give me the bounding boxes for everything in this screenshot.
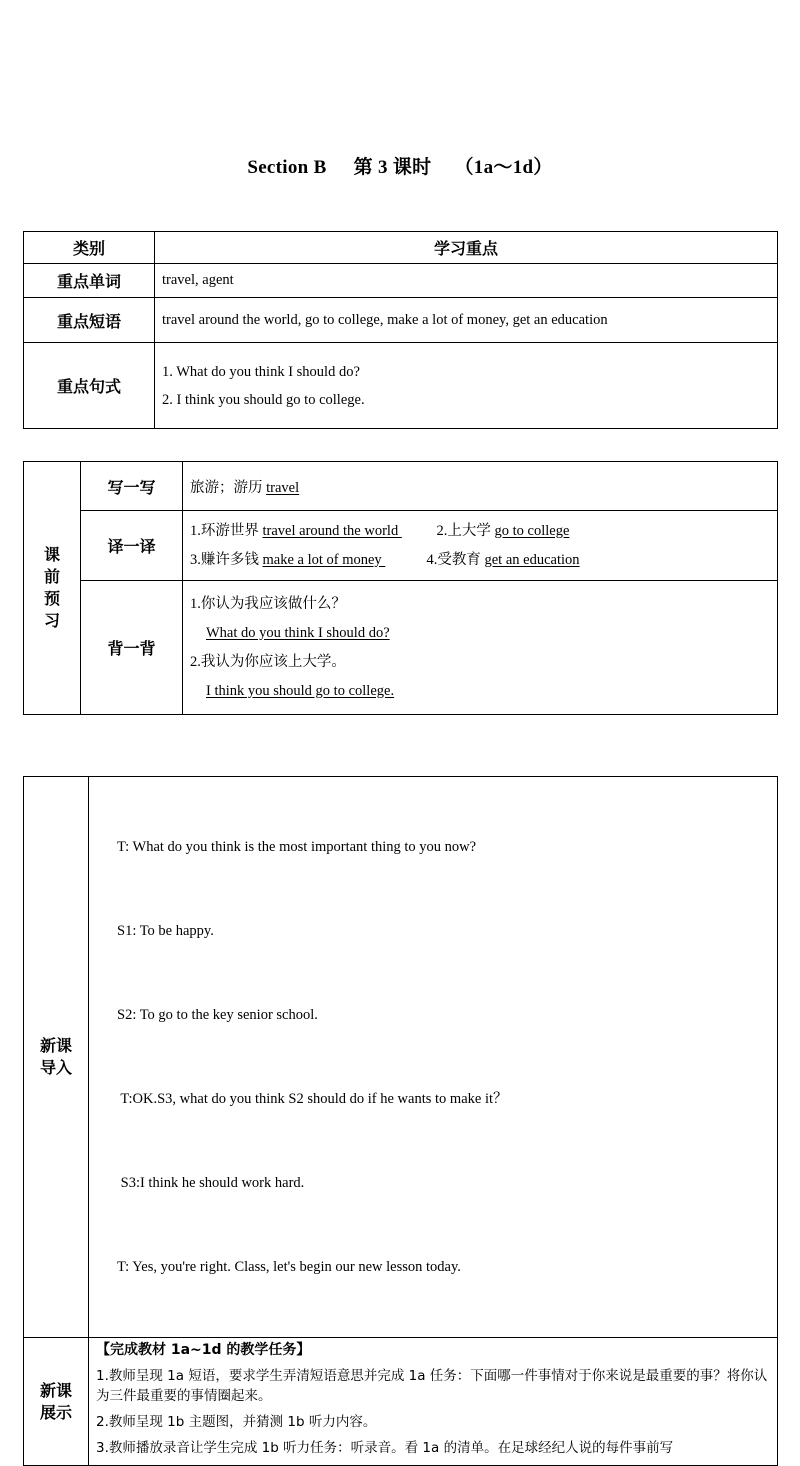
translate-label: 译一译	[81, 511, 183, 581]
page-title	[0, 152, 800, 179]
key-words-label: 重点单词	[24, 264, 155, 298]
translate-answer-3: make a lot of money	[262, 551, 386, 568]
lesson-show-content	[89, 1338, 778, 1466]
recite-label: 背一背	[81, 581, 183, 715]
key-sentences-label: 重点句式	[24, 343, 155, 429]
translate-answer-1: travel around the world	[262, 522, 402, 539]
key-words-content: travel, agent	[155, 264, 778, 298]
lesson-intro-row	[24, 777, 778, 1338]
dialogue-line-4: T:OK.S3, what do you think S2 should do if he wants to make it？	[117, 1091, 508, 1107]
key-words-row	[24, 264, 778, 298]
recite-content	[183, 581, 778, 715]
lesson-show-item-2: 2.教师呈现 1b 主题图，并猜测 1b 听力内容。	[96, 1414, 377, 1430]
title-lesson: 第 3 课时	[353, 157, 432, 178]
lesson-table	[23, 776, 778, 1466]
preview-write-row	[24, 462, 778, 511]
dialogue-line-6: T: Yes, you're right. Class, let's begin our new lesson today.	[117, 1259, 461, 1275]
key-points-header-row	[24, 232, 778, 264]
header-focus: 学习重点	[155, 232, 778, 264]
dialogue-line-3: S2: To go to the key senior school.	[117, 1007, 318, 1023]
preview-translate-row	[24, 511, 778, 581]
translate-prompt-4: 4.受教育	[426, 551, 485, 568]
lesson-show-heading: 【完成教材 1a~1d 的教学任务】	[96, 1342, 311, 1358]
recite-prompt-1: 1.你认为我应该做什么？	[190, 595, 346, 612]
key-sentence-2: 2. I think you should go to college.	[162, 391, 365, 408]
key-sentences-row	[24, 343, 778, 429]
translate-prompt-3: 3.赚许多钱	[190, 551, 263, 568]
lesson-show-label: 新课 展示	[24, 1338, 89, 1466]
title-section: Section B	[247, 157, 327, 178]
dialogue-line-1: T: What do you think is the most important thing to you now?	[117, 839, 477, 855]
write-content	[183, 462, 778, 511]
lesson-show-row	[24, 1338, 778, 1466]
preview-recite-row	[24, 581, 778, 715]
key-sentences-content	[155, 343, 778, 429]
lesson-intro-dialogue	[89, 777, 778, 1338]
lesson-show-item-3: 3.教师播放录音让学生完成 1b 听力任务：听录音。看 1a 的清单。在足球经纪人说的每件事前写	[96, 1440, 674, 1456]
translate-answer-2: go to college	[494, 522, 570, 539]
key-phrases-label: 重点短语	[24, 298, 155, 343]
translate-content	[183, 511, 778, 581]
preview-side-label: 课前预习	[24, 462, 81, 715]
dialogue-line-2: S1: To be happy.	[117, 923, 214, 939]
key-points-table	[23, 231, 778, 429]
key-phrases-content: travel around the world, go to college, make a lot of money, get an education	[155, 298, 778, 343]
lesson-show-item-1: 1.教师呈现 1a 短语，要求学生弄清短语意思并完成 1a 任务：下面哪一件事情对于你来说是最重要的事？将你认为三件最重要的事情圈起来。	[96, 1368, 768, 1404]
title-range: （1a～1d）	[454, 157, 553, 178]
header-category: 类别	[24, 232, 155, 264]
key-phrases-row	[24, 298, 778, 343]
recite-answer-2: I think you should go to college.	[206, 682, 395, 699]
translate-prompt-1: 1.环游世界	[190, 522, 263, 539]
write-prompt: 旅游；游历	[190, 479, 267, 496]
translate-line-1	[190, 517, 777, 546]
preview-table	[23, 461, 778, 715]
translate-prompt-2: 2.上大学	[436, 522, 495, 539]
write-answer: travel	[266, 479, 300, 496]
recite-answer-1: What do you think I should do?	[206, 624, 390, 641]
key-sentence-1: 1. What do you think I should do?	[162, 363, 360, 380]
dialogue-line-5: S3:I think he should work hard.	[117, 1175, 305, 1191]
lesson-intro-label: 新课 导入	[24, 777, 89, 1338]
recite-prompt-2: 2.我认为你应该上大学。	[190, 653, 346, 670]
translate-answer-4: get an education	[484, 551, 580, 568]
write-label: 写一写	[81, 462, 183, 511]
translate-line-2	[190, 546, 777, 575]
